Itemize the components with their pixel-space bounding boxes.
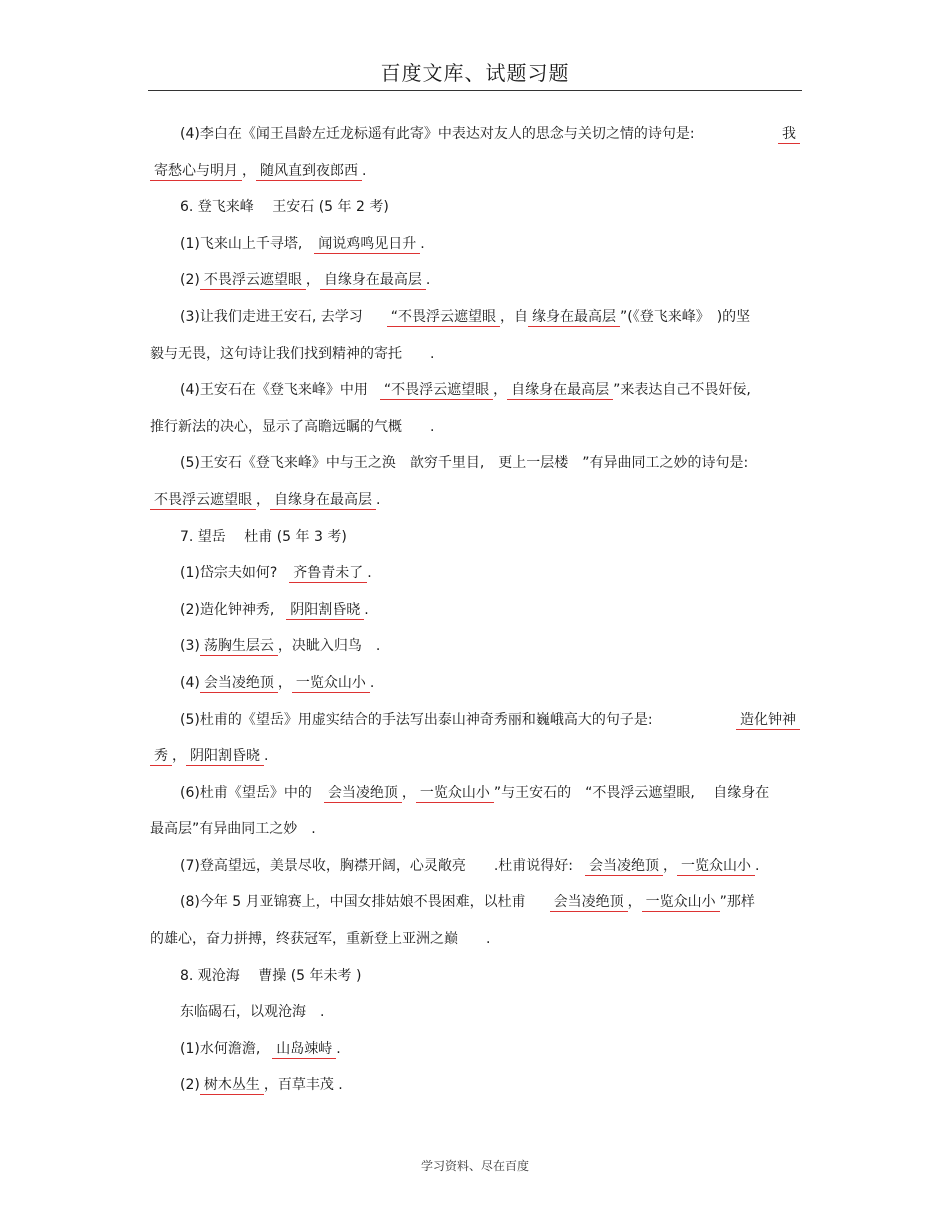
answer-blank: 闻说鸡鸣见日升 [314, 236, 420, 254]
answer-blank: 会当凌绝顶 [200, 675, 278, 693]
punctuation: ， [493, 382, 508, 399]
text-line [150, 811, 800, 848]
punctuation: . [755, 857, 760, 874]
answer-blank: 自缘身在最高层 [507, 382, 613, 400]
question-text: (1)飞来山上千寻塔, [180, 235, 303, 252]
punctuation: ， [242, 162, 256, 179]
text-line [150, 628, 800, 665]
page-header [148, 56, 802, 91]
question-text: ，自 [500, 308, 528, 325]
punctuation: ， [663, 857, 677, 874]
section-title: 8. 观沧海 曹操 (5 年未考 ) [180, 967, 362, 984]
question-text: (5)杜甫的《望岳》用虚实结合的手法写出泰山神奇秀丽和巍峨高大的句子是: [180, 711, 653, 728]
answer-blank: 齐鲁青未了 [289, 565, 367, 583]
punctuation: . [336, 1040, 341, 1057]
section-title: 6. 登飞来峰 王安石 (5 年 2 考) [180, 199, 389, 216]
question-text: ，百草丰茂 . [263, 1077, 343, 1094]
answer-blank: 随风直到夜郎西 [256, 163, 362, 181]
text-line [150, 1031, 800, 1068]
answer-blank: 缘身在最高层 [528, 309, 620, 327]
punctuation: ， [401, 784, 416, 801]
question-text: ”与王安石的 “不畏浮云遮望眼, 自缘身在 [493, 784, 770, 801]
question-text: ，决眦入归鸟 . [277, 638, 381, 655]
document-body [150, 116, 800, 1104]
answer-blank: 寄愁心与明月 [150, 163, 242, 181]
question-text: (8)今年 5 月亚锦赛上，中国女排姑娘不畏困难，以杜甫 [180, 894, 526, 911]
question-text: ”那样 [719, 894, 755, 911]
punctuation: . [362, 162, 367, 179]
answer-blank: 我 [778, 126, 800, 144]
punctuation: . [369, 674, 375, 691]
text-line [150, 153, 800, 190]
answer-blank: 自缘身在最高层 [270, 492, 376, 510]
answer-blank: 阴阳割昏晓 [186, 748, 264, 766]
question-text: (4) [180, 674, 200, 691]
answer-blank: 一览众山小 [677, 858, 755, 876]
question-text: (4)王安石在《登飞来峰》中用 [180, 382, 368, 399]
punctuation: . [367, 565, 372, 582]
answer-blank: 不畏浮云遮望眼 [200, 272, 306, 290]
answer-blank: 秀 [150, 748, 172, 766]
section-heading [150, 519, 800, 556]
page-footer [0, 1157, 950, 1174]
question-text: (2)造化钟神秀, [180, 601, 275, 618]
question-text: 东临碣石，以观沧海 . [180, 1004, 325, 1021]
punctuation: . [425, 272, 431, 289]
question-text: (6)杜甫《望岳》中的 [180, 784, 312, 801]
question-text: (4)李白在《闻王昌龄左迁龙标遥有此寄》中表达对友人的思念与关切之情的诗句是: [180, 126, 695, 142]
answer-blank: “不畏浮云遮望眼 [387, 309, 500, 327]
punctuation: ， [277, 674, 292, 691]
header-title: 百度文库、试题习题 [380, 61, 570, 85]
answer-blank: 阴阳割昏晓 [286, 602, 364, 620]
question-text: (3) [180, 638, 200, 655]
punctuation: ， [305, 272, 320, 289]
question-text: ”(《登飞来峰》 )的坚 [620, 308, 751, 325]
text-line [150, 702, 800, 739]
text-line [150, 994, 800, 1031]
question-text: (2) [180, 1077, 200, 1094]
question-text: (1)岱宗夫如何? [180, 565, 278, 582]
answer-blank: 一览众山小 [292, 675, 370, 693]
text-line [150, 299, 800, 336]
answer-blank: 不畏浮云遮望眼 [150, 492, 256, 510]
answer-blank: 树木丛生 [200, 1077, 264, 1095]
answer-blank: “不畏浮云遮望眼 [380, 382, 493, 400]
text-line [150, 665, 800, 702]
text-line [150, 445, 800, 482]
answer-blank: 会当凌绝顶 [550, 894, 628, 912]
answer-blank: 荡胸生层云 [200, 638, 278, 656]
question-text: (2) [180, 272, 200, 289]
question-text: 推行新法的决心，显示了高瞻远瞩的气概 . [150, 418, 435, 435]
question-text: (3)让我们走进王安石, 去学习 [180, 308, 363, 325]
answer-blank: 会当凌绝顶 [324, 785, 402, 803]
text-line [150, 884, 800, 921]
punctuation: . [264, 748, 269, 765]
text-line [150, 775, 800, 812]
question-text: (5)王安石《登飞来峰》中与王之涣 歆穷千里目, 更上一层楼 ”有异曲同工之妙的诗句是: [180, 455, 749, 472]
text-line [150, 482, 800, 519]
text-line [150, 336, 800, 373]
text-line [150, 372, 800, 409]
answer-blank: 自缘身在最高层 [320, 272, 426, 290]
punctuation: . [376, 491, 381, 508]
text-line [150, 555, 800, 592]
punctuation: . [364, 601, 369, 618]
answer-blank: 造化钟神 [736, 712, 800, 730]
punctuation: . [420, 235, 425, 252]
text-line [150, 226, 800, 263]
footer-text: 学习资料、尽在百度 [420, 1159, 529, 1173]
question-text: 的雄心，奋力拼搏，终获冠军，重新登上亚洲之巅 . [150, 931, 491, 948]
punctuation: ， [627, 894, 642, 911]
question-text: 毅与无畏，这句诗让我们找到精神的寄托 . [150, 345, 435, 362]
punctuation: ， [172, 748, 186, 765]
text-line [150, 1067, 800, 1104]
text-line [150, 409, 800, 446]
text-line [150, 738, 800, 775]
punctuation: ， [256, 491, 270, 508]
question-text: (7)登高望远，美景尽收，胸襟开阔，心灵敞亮 .杜甫说得好: [180, 857, 573, 874]
section-heading [150, 189, 800, 226]
text-line [150, 262, 800, 299]
text-line [150, 848, 800, 885]
answer-blank: 会当凌绝顶 [585, 858, 663, 876]
section-title: 7. 望岳 杜甫 (5 年 3 考) [180, 528, 347, 545]
text-line [150, 116, 800, 153]
question-text: 最高层”有异曲同工之妙 . [150, 821, 316, 838]
text-line [150, 592, 800, 629]
text-line [150, 921, 800, 958]
answer-blank: 一览众山小 [416, 785, 494, 803]
answer-blank: 山岛竦峙 [272, 1041, 336, 1059]
answer-blank: 一览众山小 [642, 894, 720, 912]
question-text: ”来表达自己不畏奸佞, [613, 382, 751, 399]
question-text: (1)水何澹澹, [180, 1040, 261, 1057]
section-heading [150, 958, 800, 995]
